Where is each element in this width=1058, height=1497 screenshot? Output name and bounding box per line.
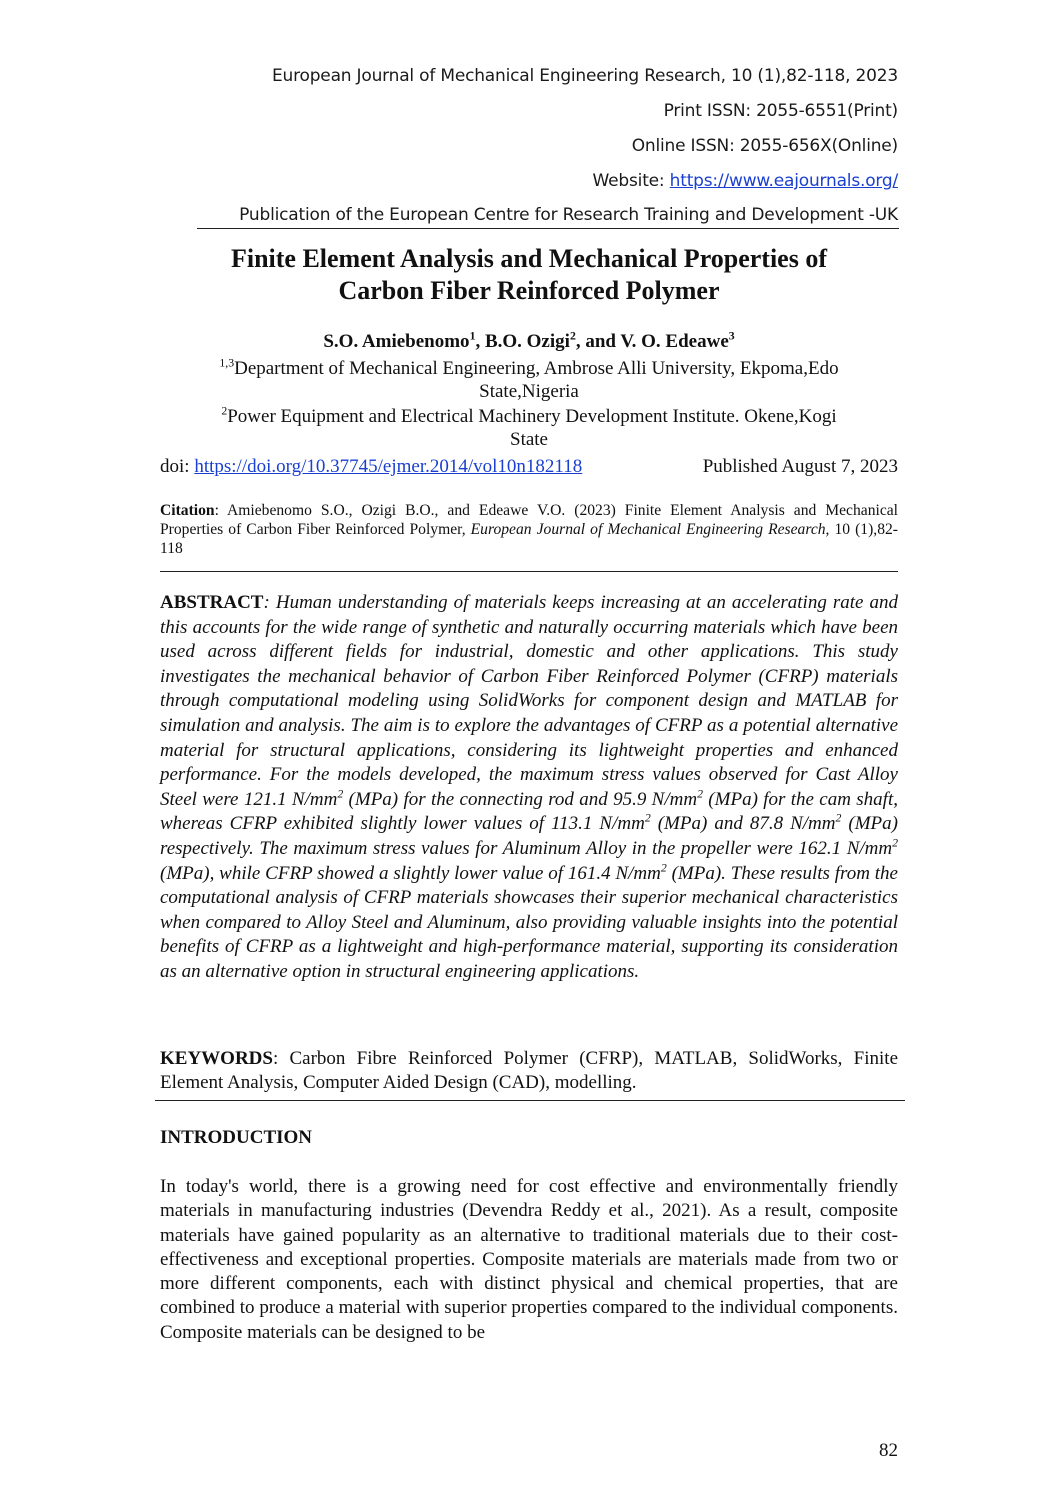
citation-block [160, 501, 898, 558]
website-label: Website: [592, 171, 670, 191]
affiliation-1 [160, 357, 898, 403]
abstract-text-2: (MPa) for the connecting rod and 95.9 N/mm [343, 788, 698, 810]
citation-pages: , 10 (1),82-118 [160, 521, 898, 557]
author-list [160, 331, 898, 353]
paper-title [120, 243, 938, 307]
author-1-sup: 1 [469, 329, 476, 343]
affiliation-2-line-1: Power Equipment and Electrical Machinery Development Institute. Okene,Kogi [227, 406, 837, 427]
author-3: , and V. O. Edeawe [575, 331, 729, 352]
citation-divider [160, 571, 898, 572]
citation-journal: European Journal of Mechanical Engineering Research [470, 521, 826, 538]
print-issn: Print ISSN: 2055-6551(Print) [663, 101, 898, 121]
introduction-paragraph: In today's world, there is a growing need for cost effective and environmentally friendly materials in manufacturing industries (Devendra Reddy et al., 2021). As a result, composite materials have gained popularity as an alternative to traditional materials due to their cost-effectiveness and exceptional properties. Composite materials are materials made from two or more different components, each with distinct physical and chemical properties, that are combined to produce a material with superior properties compared to the individual components. Composite materials can be designed to be [160, 1176, 898, 1343]
affiliation-1-line-2: State,Nigeria [479, 381, 579, 402]
page-number: 82 [879, 1440, 898, 1461]
abstract-text-1: : Human understanding of materials keeps increasing at an accelerating rate and this accounts for the wide range of synthetic and naturally occurring materials which have been used across different fields for industrial, domestic and other applications. This study investigates the mechanical behavior of Carbon Fiber Reinforced Polymer (CFRP) materials through computational modeling using SolidWorks for component design and MATLAB for simulation and analysis. The aim is to explore the advantages of CFRP as a potential alternative material for structural applications, considering its lightweight properties and enhanced performance. For the models developed, the maximum stress values observed for Cast Alloy Steel were 121.1 N/mm [160, 592, 898, 810]
abstract-sup: 2 [644, 812, 651, 826]
published-date: Published August 7, 2023 [702, 456, 898, 477]
title-line-1: Finite Element Analysis and Mechanical Properties of [230, 244, 828, 273]
affiliation-2-sup: 2 [221, 404, 228, 418]
abstract-sup: 2 [835, 812, 842, 826]
affiliation-1-sup: 1,3 [219, 356, 235, 370]
author-1: S.O. Amiebenomo [323, 331, 470, 352]
keywords-block [160, 1047, 898, 1095]
citation-text: : Amiebenomo S.O., Ozigi B.O., and Edeawe V.O. (2023) Finite Element Analysis and Mechanical Properties of Carbon Fiber Reinforced Polymer, [160, 502, 898, 538]
journal-citation-header: European Journal of Mechanical Engineering Research, 10 (1),82-118, 2023 [271, 66, 898, 86]
abstract-text-4: (MPa) and 87.8 N/mm [650, 813, 836, 835]
doi-link[interactable]: https://doi.org/10.37745/ejmer.2014/vol10n182118 [194, 456, 583, 477]
introduction-heading: INTRODUCTION [160, 1127, 313, 1148]
keywords-divider [155, 1100, 905, 1101]
abstract-text-5: (MPa) respectively. The maximum stress values for Aluminum Alloy in the propeller were 162.1 N/mm [160, 813, 898, 859]
online-issn: Online ISSN: 2055-656X(Online) [631, 136, 898, 156]
website-link[interactable]: https://www.eajournals.org/ [669, 171, 898, 191]
affiliation-2 [160, 405, 898, 451]
abstract-text-3: (MPa) for the cam shaft, whereas CFRP exhibited slightly lower values of 113.1 N/mm [160, 788, 898, 835]
abstract-block [160, 591, 898, 985]
website-line [593, 171, 898, 191]
abstract-sup: 2 [660, 861, 667, 875]
doi-label: doi: [160, 456, 195, 477]
abstract-text-6: (MPa), while CFRP showed a slightly lower value of 161.4 N/mm [160, 862, 661, 884]
abstract-text-7: (MPa). These results from the computational analysis of CFRP materials showcases their superior mechanical characteristics when compared to Alloy Steel and Aluminum, also providing valuable insights into the potential benefits of CFRP as a lightweight and high-performance material, supporting its consideration as an alternative option in structural engineering applications. [160, 862, 898, 982]
author-2-sup: 2 [569, 329, 576, 343]
keywords-label: KEYWORDS [160, 1048, 273, 1069]
abstract-sup: 2 [337, 787, 344, 801]
keywords-text: : Carbon Fibre Reinforced Polymer (CFRP), MATLAB, SolidWorks, Finite Element Analysis, Computer Aided Design (CAD), modelling. [160, 1048, 898, 1093]
abstract-label: ABSTRACT [160, 592, 264, 613]
publisher-line: Publication of the European Centre for Research Training and Development -UK [239, 205, 898, 225]
abstract-sup: 2 [697, 787, 703, 801]
title-line-2: Carbon Fiber Reinforced Polymer [338, 276, 720, 305]
author-2: , B.O. Ozigi [475, 331, 570, 352]
affiliation-2-line-2: State [510, 429, 548, 450]
header-divider [197, 228, 899, 229]
author-3-sup: 3 [728, 329, 735, 343]
doi-line [160, 456, 898, 478]
affiliation-1-line-1: Department of Mechanical Engineering, Ambrose Alli University, Ekpoma,Edo [234, 358, 839, 379]
abstract-sup: 2 [892, 836, 898, 850]
citation-label: Citation [160, 502, 215, 519]
